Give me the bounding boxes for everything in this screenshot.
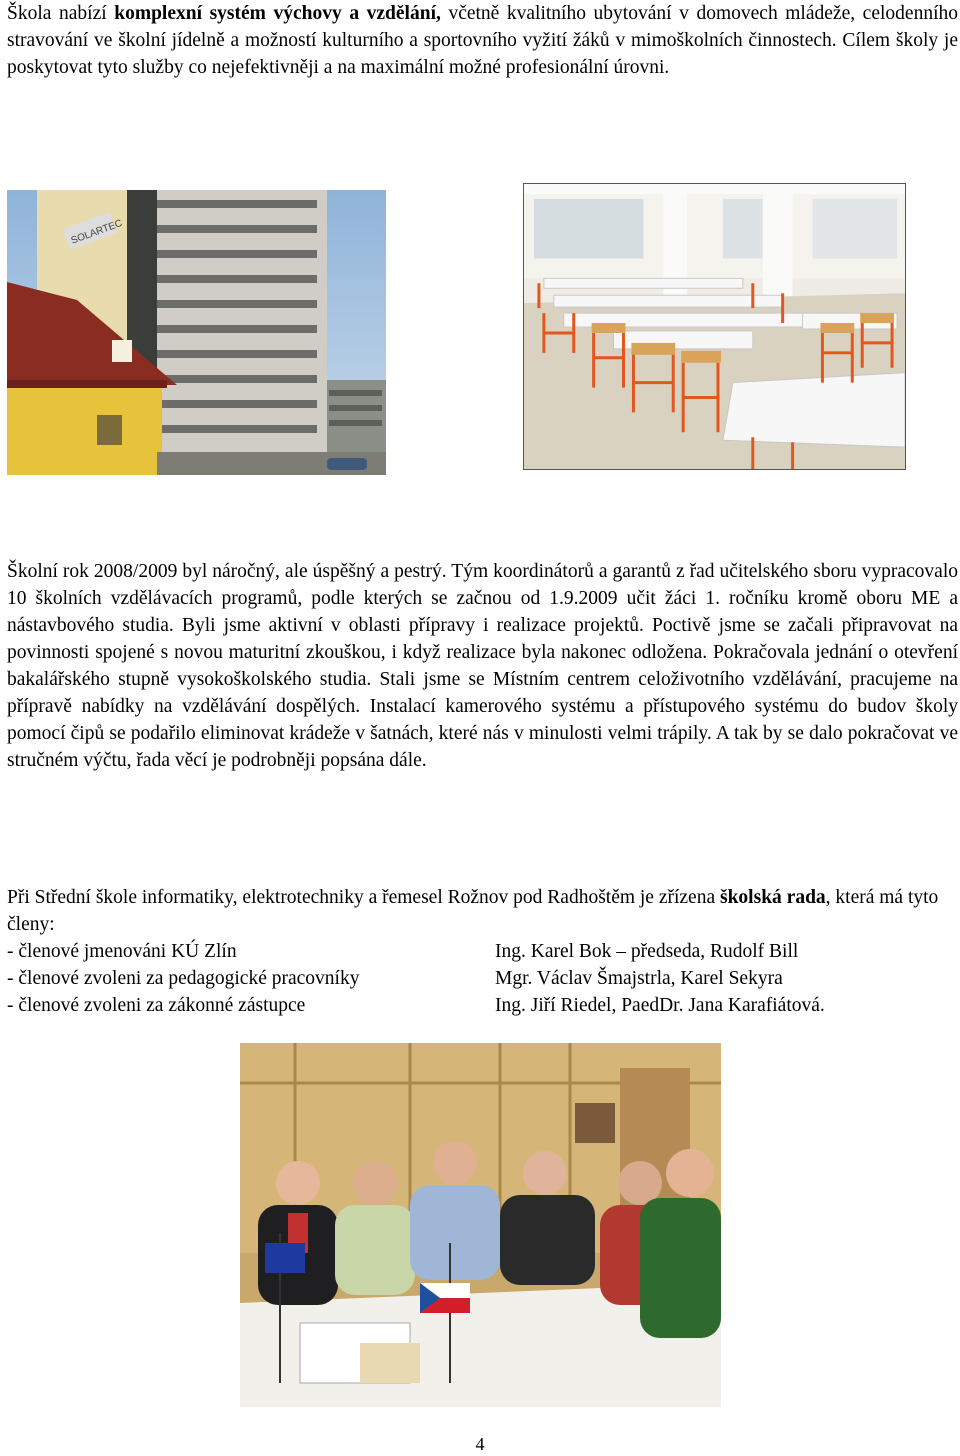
page-number: 4: [475, 1434, 485, 1454]
school-council-photo: [240, 1043, 721, 1407]
member-names: Ing. Jiří Riedel, PaedDr. Jana Karafiátová.: [495, 995, 825, 1016]
member-group: - členové jmenováni KÚ Zlín: [7, 941, 237, 962]
council-intro: [7, 884, 958, 938]
school-building-photo: [7, 190, 386, 475]
member-row: [7, 965, 958, 992]
council-bold: školská rada: [720, 887, 826, 908]
member-group: - členové zvoleni za pedagogické pracovníky: [7, 968, 360, 989]
member-names: Mgr. Václav Šmajstrla, Karel Sekyra: [495, 968, 783, 989]
council-members-list: [7, 938, 958, 1019]
intro-text-a: Škola nabízí: [7, 3, 115, 24]
member-row: [7, 938, 958, 965]
member-names: Ing. Karel Bok – předseda, Rudolf Bill: [495, 941, 799, 962]
council-text-b: , která má tyto členy:: [7, 887, 939, 935]
council-text-a: Při Střední škole informatiky, elektrotechniky a řemesel Rožnov pod Radhoštěm je zřízena: [7, 887, 720, 908]
intro-text-b: včetně kvalitního ubytování v domovech mládeže, celodenního stravování ve školní jídelně a možností kulturního a sportovního vyžití žáků v mimoškolních činnostech. Cílem školy je poskytovat tyto služby co nejefektivněji a na maximální možné profesionální úrovni.: [7, 3, 958, 78]
canteen-photo: [523, 183, 906, 470]
building-sign: SOLARTEC: [69, 217, 124, 247]
intro-bold: komplexní systém výchovy a vzdělání,: [114, 3, 441, 24]
member-group: - členové zvoleni za zákonné zástupce: [7, 995, 306, 1016]
intro-paragraph: [7, 0, 958, 81]
school-year-paragraph: Školní rok 2008/2009 byl náročný, ale úspěšný a pestrý. Tým koordinátorů a garantů z řad učitelského sboru vypracovalo 10 školních vzdělávacích programů, podle kterých se začnou od 1.9.2009 učit žáci 1. ročníku kromě oboru ME a nástavbového studia. Byli jsme aktivní v oblasti přípravy i realizace projektů. Poctivě jsme se začali připravovat na povinnosti spojené s novou maturitní zkouškou, i když realizace byla nakonec odložena. Pokračovala jednání o otevření bakalářského stupně vysokoškolského studia. Stali jsme se Místním centrem celoživotního vzdělávání, pracujeme na přípravě nabídky na vzdělávání dospělých. Instalací kamerového systému a přístupového systému do budov školy pomocí čipů se podařilo eliminovat krádeže v šatnách, které nás v minulosti velmi trápily. A tak by se dalo pokračovat ve stručném výčtu, řada věcí je podrobněji popsána dále.: [7, 561, 958, 771]
member-row: [7, 992, 958, 1019]
